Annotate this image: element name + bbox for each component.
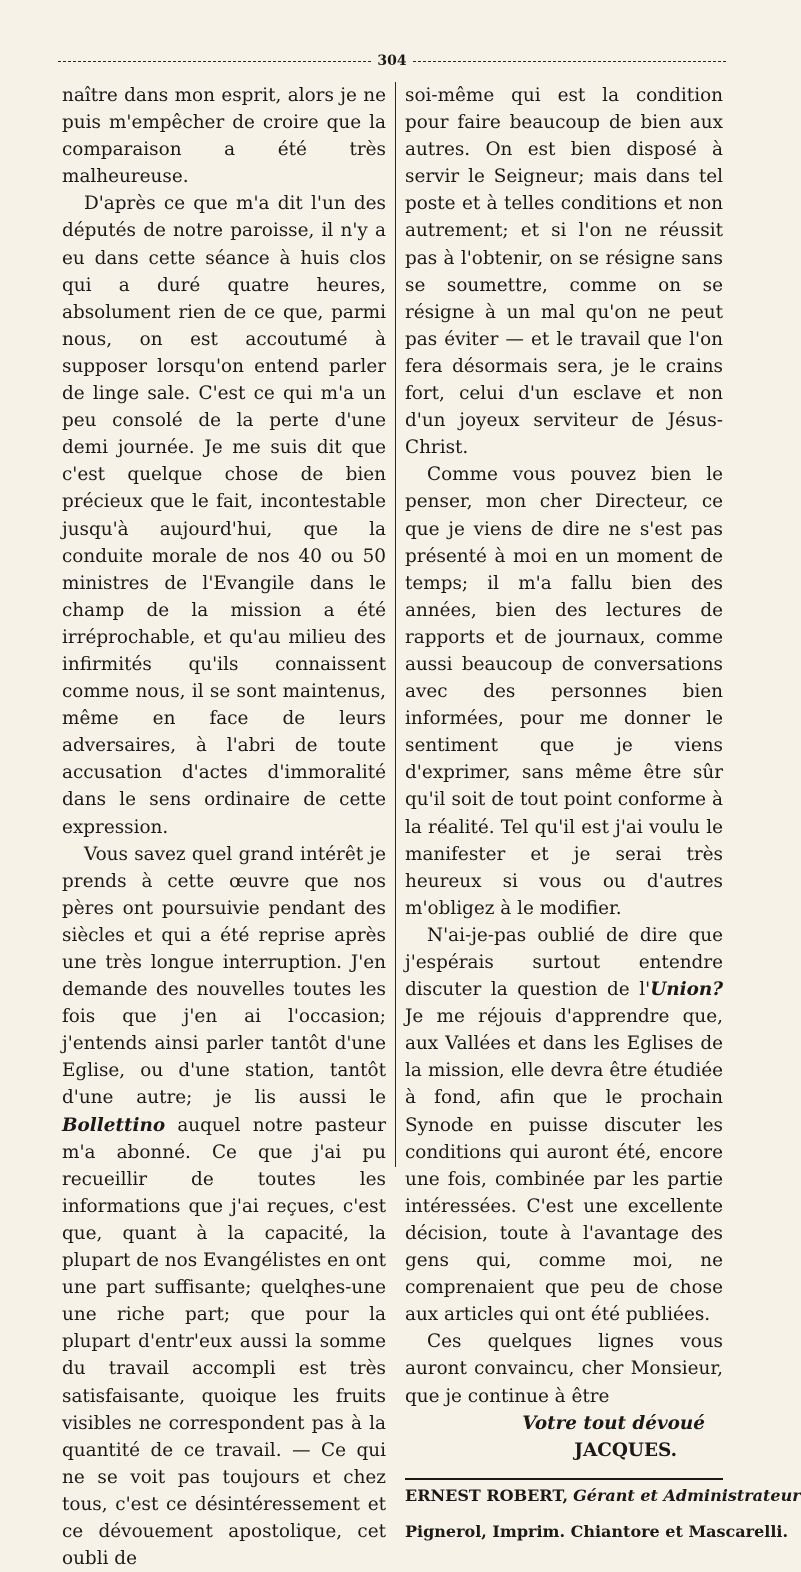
bollettino-title: Bollettino xyxy=(62,1114,166,1136)
right-paragraph-3 xyxy=(405,922,723,1328)
right-column xyxy=(405,82,801,1544)
closing-salutation: Votre tout dévoué xyxy=(522,1412,705,1434)
left-paragraph-3-part-b: auquel notre pasteur m'a abonné. Ce que j'ai pu recueillir de toutes les informations que j'ai reçues, c'est que, quant à la capacité, la plupart de nos Evangélistes en ont une part suffisante; quelqhes-une une riche part; que pour la plupart d'entr'eux aussi la somme du travail accompli est très satisfaisante, quoique les fruits visibles ne correspondent pas à la quantité de ce travail. — Ce qui ne se voit pas toujours et chez tous, c'est ce désintéressement et ce dévouement apostolique, cet oubli de xyxy=(62,1114,386,1570)
page-number: 304 xyxy=(377,53,407,69)
header-rule-left xyxy=(58,61,371,62)
left-column xyxy=(62,82,386,1572)
right-paragraph-3-part-a: N'ai-je-pas oublié de dire que j'espérais surtout entendre discuter la question de l' xyxy=(405,924,723,1001)
editor-name: ERNEST ROBERT, xyxy=(405,1485,569,1505)
right-paragraph-2: Comme vous pouvez bien le penser, mon cher Directeur, ce que je viens de dire ne s'est pas présenté à moi en un moment de temps; il m'a fallu bien des années, bien des lectures de rapports et de journaux, comme aussi beaucoup de conversations avec des personnes bien informées, pour me donner le sentiment que je viens d'exprimer, sans même être sûr qu'il soit de tout point conforme à la réalité. Tel qu'il est j'ai voulu le manifester et je serai très heureux si vous ou d'autres m'obligez à le modifier. xyxy=(405,464,723,919)
right-paragraph-1: soi-même qui est la condition pour faire beaucoup de bien aux autres. On est bien disposé à servir le Seigneur; mais dans tel poste et à telles conditions et non autrement; et si l'on ne réussit pas à l'obtenir, on se résigne sans se soumettre, comme on se résigne à un mal qu'on ne peut pas éviter — et le travail que l'on fera désormais sera, je le crains fort, celui d'un esclave et non d'un joyeux serviteur de Jésus-Christ. xyxy=(405,85,723,459)
left-paragraph-3-part-a: Vous savez quel grand intérêt je prends à cette œuvre que nos pères ont poursuivie pendant des siècles et qui a été reprise après une très longue interruption. J'en demande des nouvelles toutes les fois que j'en ai l'occasion; j'entends ainsi parler tantôt d'une Eglise, ou d'une station, tantôt d'une autre; je lis aussi le xyxy=(62,843,386,1109)
header-rule-right xyxy=(413,61,726,62)
union-title: Union? xyxy=(650,979,723,1001)
left-paragraph-2: D'après ce que m'a dit l'un des députés de notre paroisse, il n'y a eu dans cette séance à huis clos qui a duré quatre heures, absolument rien de ce que, parmi nous, on est accoutumé à supposer lorsqu'on entend parler de linge sale. C'est ce qui m'a un peu consolé de la perte d'une demi journée. Je me suis dit que c'est quelque chose de bien précieux que le fait, incontestable jusqu'à aujourd'hui, que la conduite morale de nos 40 ou 50 ministres de l'Evangile dans le champ de la mission a été irréprochable, et qu'au milieu des infirmités qu'ils connaissent comme nous, il se sont maintenus, même en face de leurs adversaires, à l'abri de toute accusation d'actes d'immoralité dans le sens ordinaire de cette expression. xyxy=(62,193,386,838)
page-header xyxy=(58,50,726,72)
left-paragraph-3 xyxy=(62,841,386,1572)
right-paragraph-3-part-b: Je me réjouis d'apprendre que, aux Vallées et dans les Eglises de la mission, elle devra être étudiée à fond, afin que le prochain Synode en puisse discuter les conditions qui auront été, encore une fois, combinée par les partie intéressées. C'est une excellente décision, toute à l'avantage des gens qui, comme moi, ne comprenaient que peu de chose aux articles qui ont été publiées. xyxy=(405,1006,723,1326)
signature: JACQUES. xyxy=(574,1439,677,1461)
column-divider xyxy=(395,82,396,1167)
left-paragraph-1: naître dans mon esprit, alors je ne puis m'empêcher de croire que la comparaison a été très malheureuse. xyxy=(62,85,386,188)
right-paragraph-4: Ces quelques lignes vous auront convaincu, cher Monsieur, que je continue à être xyxy=(405,1331,723,1407)
printer-line: Pignerol, Imprim. Chiantore et Mascarelli. xyxy=(405,1521,789,1541)
editor-role: Gérant et Administrateur xyxy=(573,1485,801,1505)
footer-rule xyxy=(405,1478,723,1480)
editor-line xyxy=(405,1484,801,1508)
